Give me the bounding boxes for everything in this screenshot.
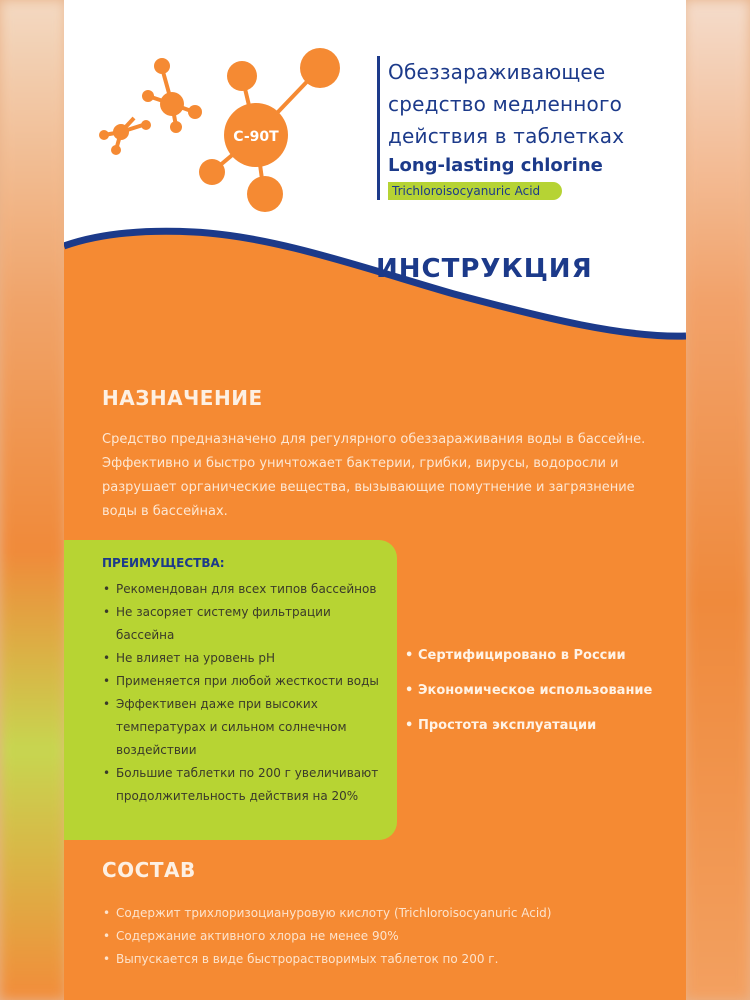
advantage-item: • Не засоряет систему фильтрации бассейна [102, 601, 392, 647]
blurred-background-left [0, 0, 66, 1000]
feature-item: • Простота эксплуатации [404, 714, 652, 738]
molecule-label: C-90T [233, 129, 279, 145]
composition-title: СОСТАВ [102, 858, 196, 882]
advantages-panel [64, 540, 397, 840]
header-area [64, 0, 686, 360]
molecule-icon [64, 0, 364, 230]
purpose-title: НАЗНАЧЕНИЕ [102, 386, 263, 410]
advantage-item: • Рекомендован для всех типов бассейнов [102, 578, 392, 601]
advantage-item: • Не влияет на уровень pH [102, 647, 392, 670]
product-title-line-3: действия в таблетках [388, 124, 625, 148]
product-title-english: Long-lasting chlorine [388, 155, 603, 176]
features-list [404, 644, 652, 749]
instruction-title: ИНСТРУКЦИЯ [376, 254, 593, 284]
product-title-line-2: средство медленного [388, 92, 623, 116]
product-title-block [377, 56, 686, 200]
blurred-background-right [684, 0, 750, 1000]
advantage-item: • Большие таблетки по 200 г увеличивают продолжительность действия на 20% [102, 762, 392, 808]
chemical-name-badge: Trichloroisocyanuric Acid [388, 182, 562, 200]
feature-item: • Сертифицировано в России [404, 644, 652, 668]
purpose-text: Средство предназначено для регулярного обеззараживания воды в бассейне. Эффективно и быстро уничтожает бактерии, грибки, вирусы, водоросли и разрушает органические вещества, вызывающие помутнение и загрязнение воды в бассейнах. [102, 432, 646, 519]
advantages-title: ПРЕИМУЩЕСТВА: [102, 556, 225, 570]
advantage-item: • Эффективен даже при высоких температурах и сильном солнечном воздействии [102, 693, 392, 762]
composition-item: • Содержит трихлоризоциануровую кислоту (Trichloroisocyanuric Acid) [102, 902, 682, 925]
composition-list [102, 902, 682, 971]
advantage-item: • Применяется при любой жесткости воды [102, 670, 392, 693]
feature-item: • Экономическое использование [404, 679, 652, 703]
composition-item: • Выпускается в виде быстрорастворимых таблеток по 200 г. [102, 948, 682, 971]
product-title-line-1: Обеззараживающее [388, 60, 606, 84]
composition-item: • Содержание активного хлора не менее 90% [102, 925, 682, 948]
advantages-list [102, 578, 392, 808]
instruction-page [64, 0, 686, 1000]
